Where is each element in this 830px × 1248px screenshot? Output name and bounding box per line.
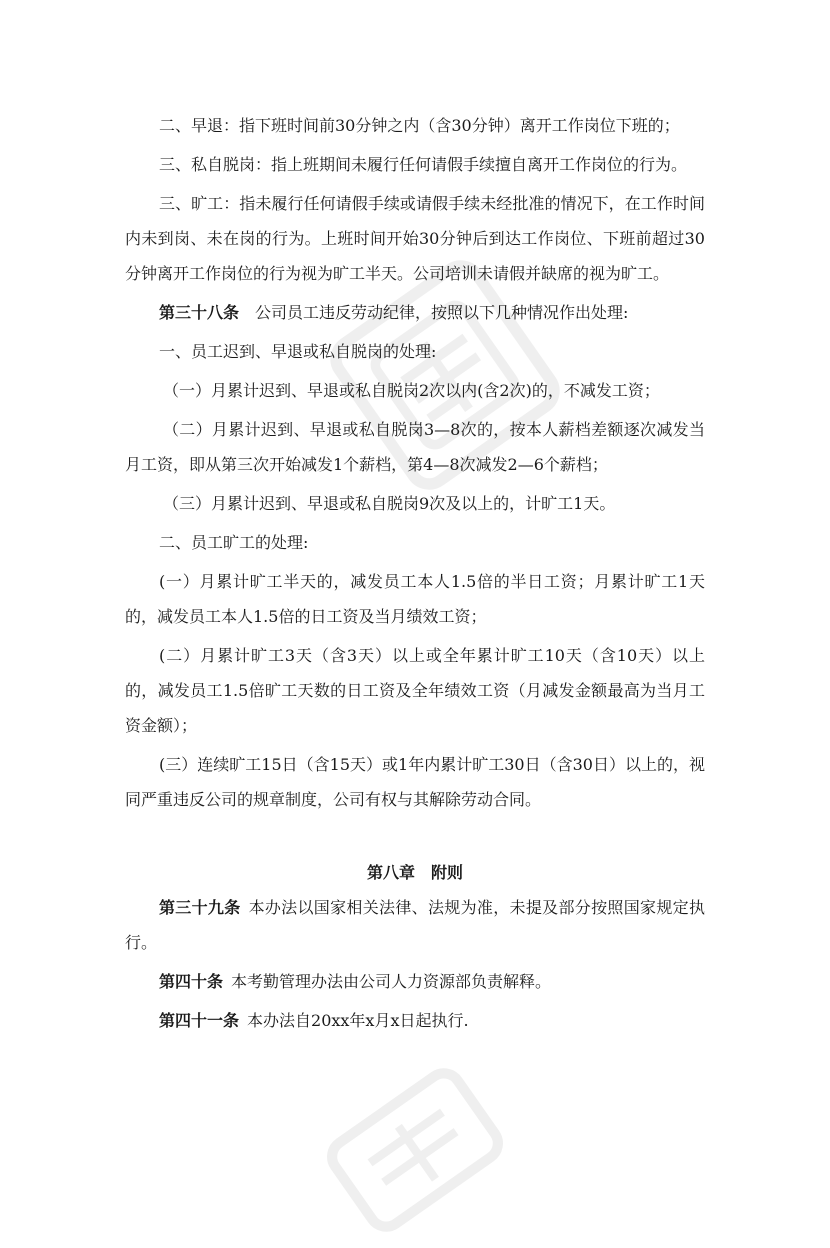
document-body (125, 108, 705, 1038)
section-1-item-2: （二）月累计迟到、早退或私自脱岗3—8次的，按本人薪档差额逐次减发当月工资，即从第三次开始减发1个薪档，第4—8次减发2—6个薪档； (125, 420, 705, 474)
section-1-item-1: （一）月累计迟到、早退或私自脱岗2次以内(含2次)的，不减发工资； (163, 381, 660, 400)
chapter-title: 附则 (431, 863, 464, 882)
article-39-label: 第三十九条 (159, 898, 241, 917)
article-39-text: 本办法以国家相关法律、法规为准，未提及部分按照国家规定执行。 (125, 898, 705, 952)
absenteeism-definition: 三、旷工：指未履行任何请假手续或请假手续未经批准的情况下，在工作时间内未到岗、未在岗的行为。上班时间开始30分钟后到达工作岗位、下班前超过30分钟离开工作岗位的行为视为旷工半天。公司培训未请假并缺席的视为旷工。 (125, 194, 705, 283)
chapter-number: 第八章 (366, 863, 415, 882)
section-1-item-3: （三）月累计迟到、早退或私自脱岗9次及以上的，计旷工1天。 (163, 494, 616, 513)
article-38-text: 公司员工违反劳动纪律，按照以下几种情况作出处理: (255, 303, 629, 322)
article-40-text: 本考勤管理办法由公司人力资源部负责解释。 (231, 972, 552, 991)
article-41 (125, 1003, 705, 1038)
section-2-item-2: (二）月累计旷工3天（含3天）以上或全年累计旷工10天（含10天）以上的，减发员工1.5倍旷工天数的日工资及全年绩效工资（月减发金额最高为当月工资金额）； (125, 646, 705, 735)
section-1-title: 一、员工迟到、早退或私自脱岗的处理: (159, 342, 437, 361)
article-41-label: 第四十一条 (159, 1011, 240, 1030)
article-40-label: 第四十条 (159, 972, 224, 991)
section-2-title: 二、员工旷工的处理: (159, 533, 309, 552)
early-leave-definition: 二、早退：指下班时间前30分钟之内（含30分钟）离开工作岗位下班的； (159, 116, 680, 135)
article-41-text: 本办法自20xx年x月x日起执行. (247, 1011, 469, 1030)
article-39 (125, 890, 705, 960)
chapter-heading (125, 855, 705, 890)
watermark-logo-icon (311, 1052, 519, 1248)
article-38 (125, 295, 705, 330)
section-2-item-1: (一）月累计旷工半天的，减发员工本人1.5倍的半日工资；月累计旷工1天的，减发员工本人1.5倍的日工资及当月绩效工资； (125, 572, 705, 626)
article-40 (125, 964, 705, 999)
article-38-label: 第三十八条 (159, 303, 240, 322)
leave-post-definition: 三、私自脱岗：指上班期间未履行任何请假手续擅自离开工作岗位的行为。 (159, 155, 688, 174)
section-2-item-3: (三）连续旷工15日（含15天）或1年内累计旷工30日（含30日）以上的，视同严重违反公司的规章制度，公司有权与其解除劳动合同。 (125, 755, 705, 809)
